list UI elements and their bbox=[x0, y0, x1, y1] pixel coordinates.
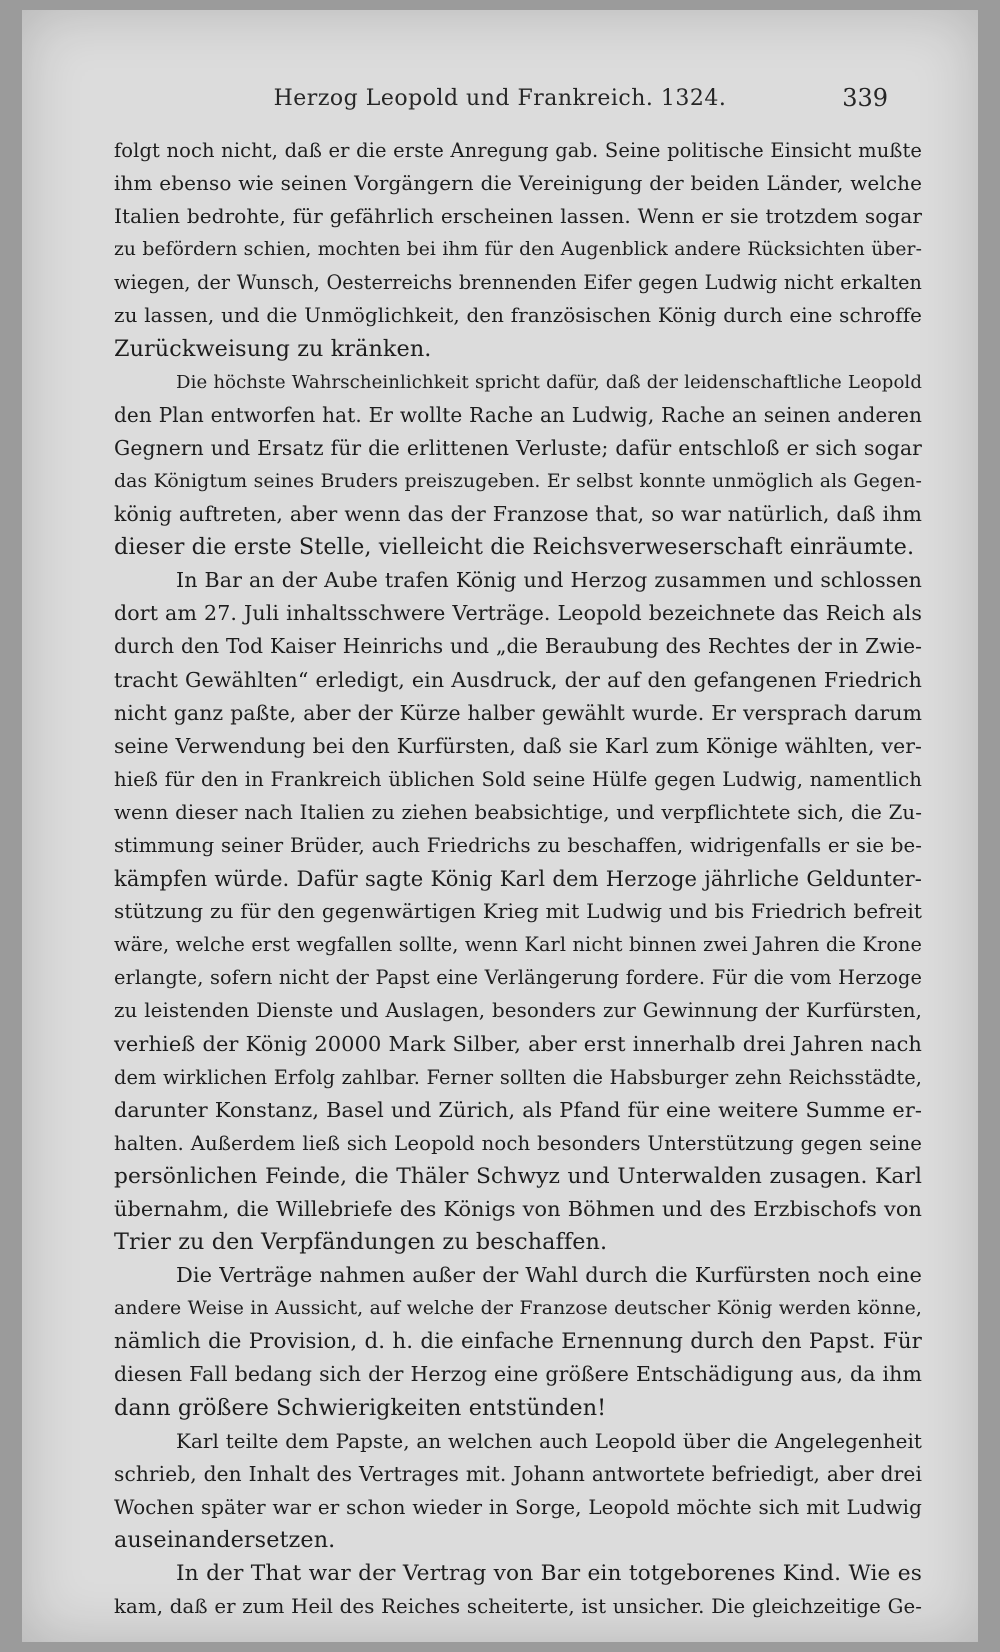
text-line: wenn dieser nach Italien zu ziehen beabsichtige, und verpflichtete sich, die Zu- bbox=[114, 800, 922, 824]
text-line: ihm ebenso wie seinen Vorgängern die Vereinigung der beiden Länder, welche bbox=[114, 171, 922, 196]
text-line: hieß für den in Frankreich üblichen Sold seine Hülfe gegen Ludwig, namentlich bbox=[114, 767, 922, 791]
paragraph bbox=[114, 1259, 922, 1424]
text-line: schrieb, den Inhalt des Vertrages mit. Johann antwortete befriedigt, aber drei bbox=[114, 1461, 922, 1486]
text-line: seine Verwendung bei den Kurfürsten, daß sie Karl zum Könige wählten, ver- bbox=[114, 733, 922, 758]
text-line: darunter Konstanz, Basel und Zürich, als Pfand für eine weitere Summe er- bbox=[114, 1097, 922, 1122]
text-line: kämpfen würde. Dafür sagte König Karl dem Herzoge jährliche Geldunter- bbox=[114, 866, 922, 892]
text-line: stimmung seiner Brüder, auch Friedrichs zu beschaffen, widrigenfalls er sie be- bbox=[114, 833, 922, 857]
text-line: andere Weise in Aussicht, auf welche der Franzose deutscher König werden könne, bbox=[114, 1298, 922, 1320]
text-line: durch den Tod Kaiser Heinrichs und „die Beraubung des Rechtes der in Zwie- bbox=[114, 634, 922, 659]
text-line: kam, daß er zum Heil des Reiches scheiterte, ist unsicher. Die gleichzeitige Ge- bbox=[114, 1595, 922, 1619]
book-page bbox=[22, 10, 978, 1642]
text-line: dem wirklichen Erfolg zahlbar. Ferner sollten die Habsburger zehn Reichsstädte, bbox=[114, 1065, 922, 1089]
text-line: Die Verträge nahmen außer der Wahl durch die Kurfürsten noch eine bbox=[176, 1263, 922, 1288]
text-line: diesen Fall bedang sich der Herzog eine größere Entschädigung aus, da ihm bbox=[114, 1362, 922, 1387]
text-line: den Plan entworfen hat. Er wollte Rache an Ludwig, Rache an seinen anderen bbox=[114, 402, 922, 427]
text-line: Gegnern und Ersatz für die erlittenen Verluste; dafür entschloß er sich sogar bbox=[114, 435, 922, 460]
paragraph bbox=[114, 1425, 922, 1557]
text-line: dann größere Schwierigkeiten entstünden! bbox=[114, 1394, 607, 1421]
text-line: Die höchste Wahrscheinlichkeit spricht dafür, daß der leidenschaftliche Leopold bbox=[176, 371, 922, 393]
text-line: dieser die erste Stelle, vielleicht die Reichsverweserschaft einräumte. bbox=[114, 534, 915, 561]
text-line: In Bar an der Aube trafen König und Herzog zusammen und schlossen bbox=[176, 568, 922, 593]
text-line: das Königtum seines Bruders preiszugeben. Er selbst konnte unmöglich als Gegen- bbox=[114, 469, 922, 492]
text-line: halten. Außerdem ließ sich Leopold noch besonders Unterstützung gegen seine bbox=[114, 1131, 922, 1155]
text-line: nicht ganz paßte, aber der Kürze halber gewählt wurde. Er versprach darum bbox=[114, 700, 922, 725]
text-line: Karl teilte dem Papste, an welchen auch Leopold über die Angelegenheit bbox=[176, 1429, 922, 1453]
text-line: nämlich die Provision, d. h. die einfache Ernennung durch den Papst. Für bbox=[114, 1329, 922, 1355]
page-header bbox=[22, 80, 978, 120]
text-line: zu befördern schien, mochten bei ihm für den Augenblick andere Rücksichten über- bbox=[114, 239, 922, 261]
page-number: 339 bbox=[842, 84, 888, 112]
text-line: zu leistenden Dienste und Auslagen, besonders zur Gewinnung der Kurfürsten, bbox=[114, 999, 922, 1023]
text-line: erlangte, sofern nicht der Papst eine Verlängerung fordere. Für die vom Herzoge bbox=[114, 966, 922, 990]
body-text bbox=[114, 134, 922, 1623]
paragraph bbox=[114, 1557, 922, 1623]
text-line: wäre, welche erst wegfallen sollte, wenn Karl nicht binnen zwei Jahren die Krone bbox=[114, 933, 922, 957]
paragraph bbox=[114, 564, 922, 1259]
text-line: auseinandersetzen. bbox=[114, 1526, 336, 1553]
text-line: verhieß der König 20000 Mark Silber, aber erst innerhalb drei Jahren nach bbox=[114, 1031, 922, 1056]
text-line: tracht Gewählten“ erledigt, ein Ausdruck, der auf den gefangenen Friedrich bbox=[114, 667, 922, 692]
paragraph bbox=[114, 366, 922, 565]
running-title: Herzog Leopold und Frankreich. 1324. bbox=[273, 86, 727, 111]
text-line: könig auftreten, aber wenn das der Franzose that, so war natürlich, daß ihm bbox=[114, 502, 922, 527]
paragraph bbox=[114, 134, 922, 366]
text-line: wiegen, der Wunsch, Oesterreichs brennenden Eifer gegen Ludwig nicht erkalten bbox=[114, 271, 922, 295]
text-line: Zurückweisung zu kränken. bbox=[114, 335, 432, 362]
text-line: persönlichen Feinde, die Thäler Schwyz und Unterwalden zusagen. Karl bbox=[114, 1163, 922, 1189]
text-line: dort am 27. Juli inhaltsschwere Verträge. Leopold bezeichnete das Reich als bbox=[114, 601, 922, 626]
text-line: stützung zu für den gegenwärtigen Krieg mit Ludwig und bis Friedrich befreit bbox=[114, 899, 922, 924]
text-line: zu lassen, und die Unmöglichkeit, den französischen König durch eine schroffe bbox=[114, 304, 922, 328]
text-line: folgt noch nicht, daß er die erste Anregung gab. Seine politische Einsicht mußte bbox=[114, 139, 922, 162]
text-line: Trier zu den Verpfändungen zu beschaffen. bbox=[114, 1229, 608, 1256]
text-line: übernahm, die Willebriefe des Königs von Böhmen und des Erzbischofs von bbox=[114, 1197, 922, 1221]
text-line: Italien bedrohte, für gefährlich erscheinen lassen. Wenn er sie trotzdem sogar bbox=[114, 204, 922, 229]
text-line: Wochen später war er schon wieder in Sorge, Leopold möchte sich mit Ludwig bbox=[114, 1495, 922, 1519]
text-line: In der That war der Vertrag von Bar ein totgeborenes Kind. Wie es bbox=[176, 1561, 922, 1587]
